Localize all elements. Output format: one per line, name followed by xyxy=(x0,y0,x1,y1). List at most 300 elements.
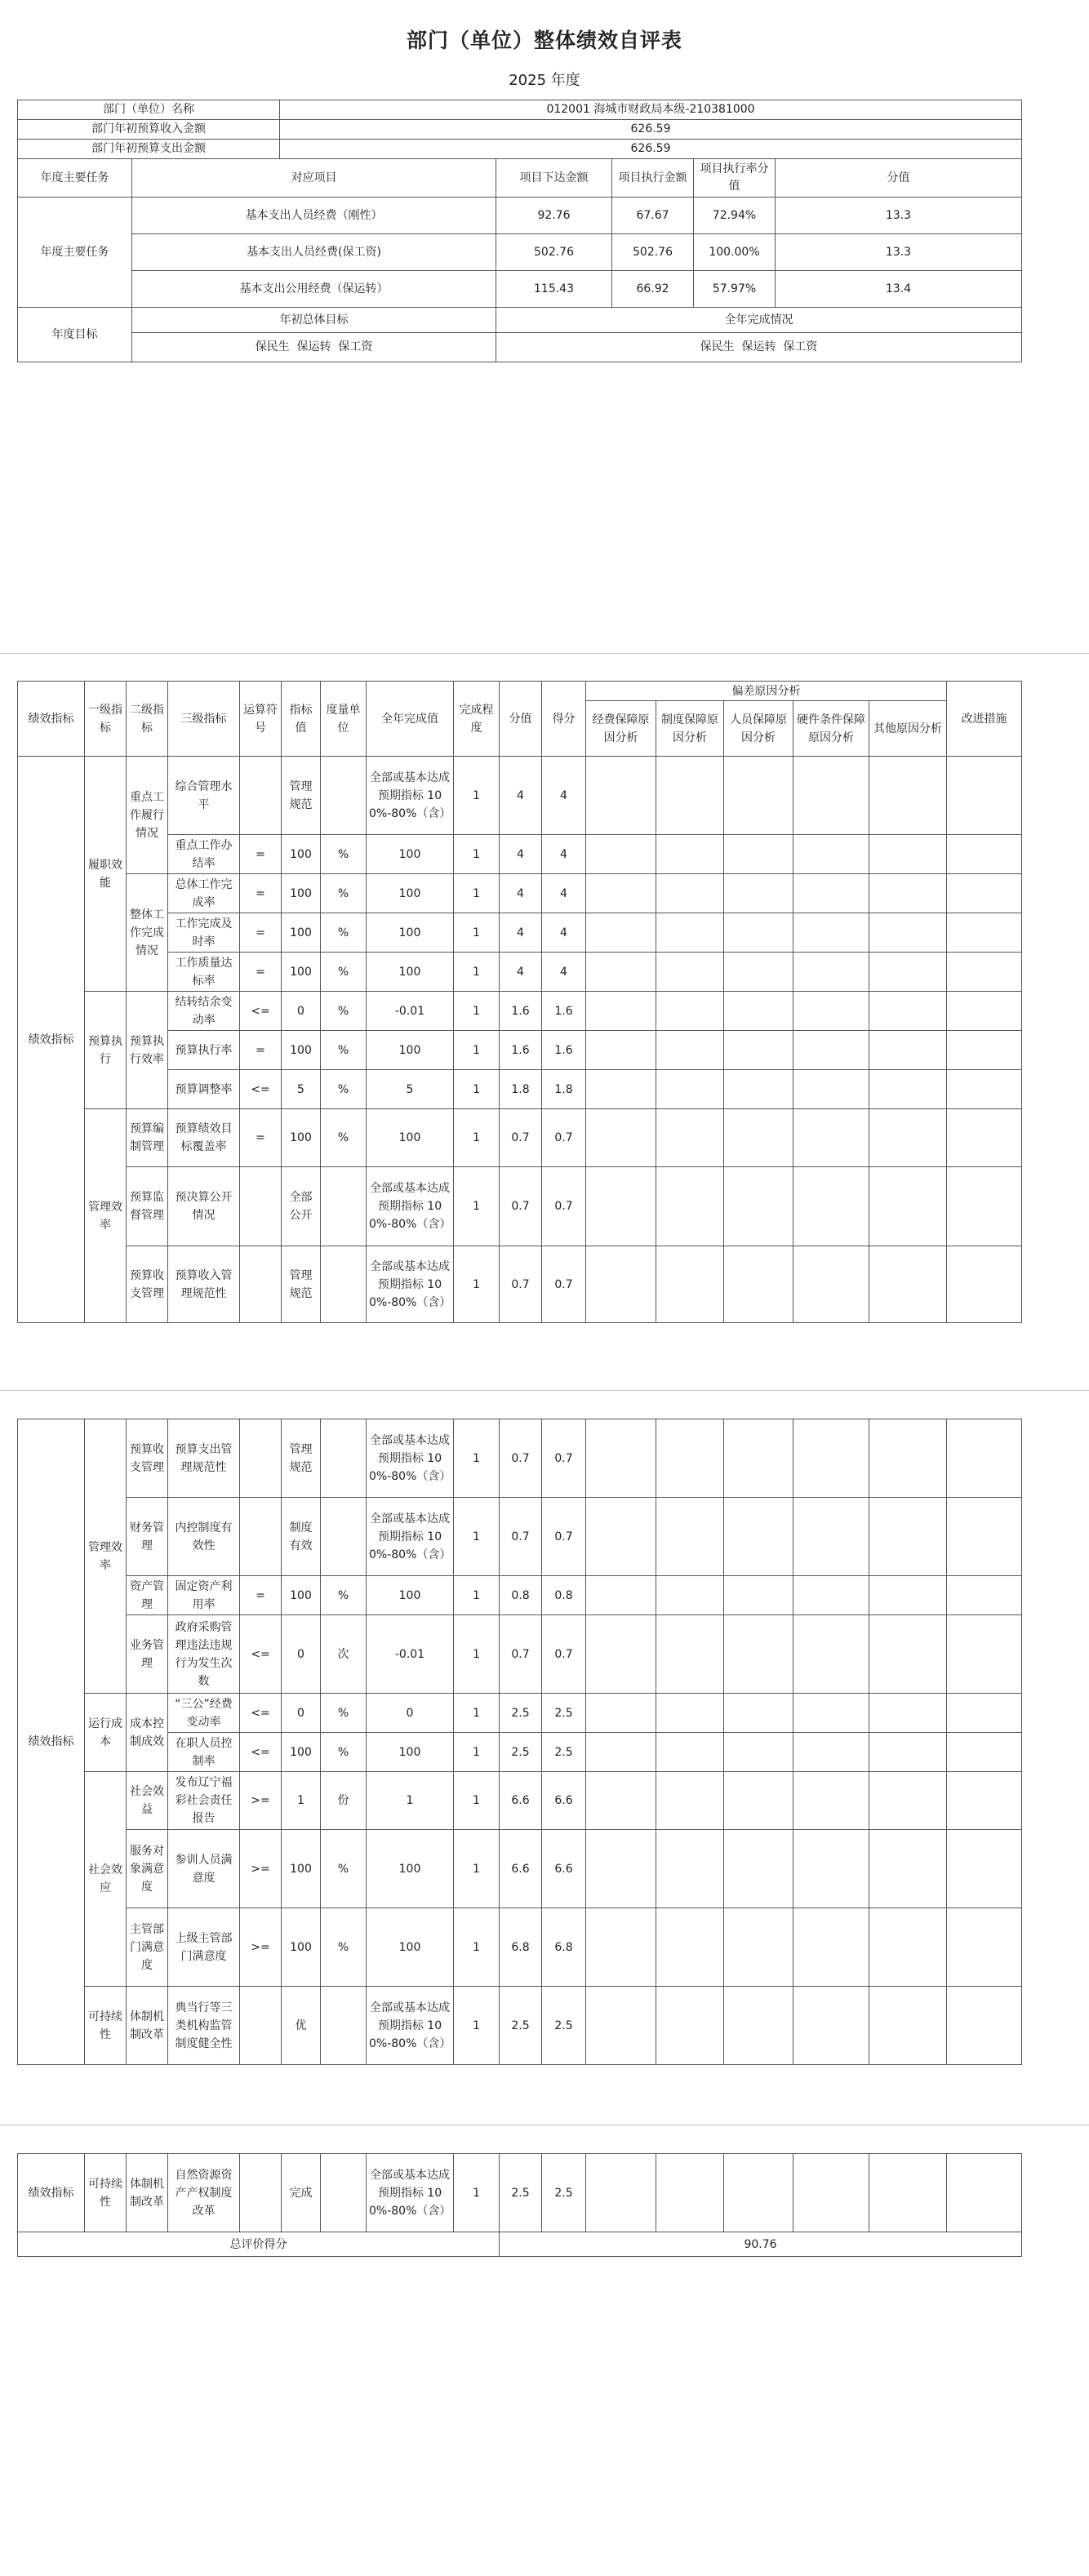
empty-cell xyxy=(869,992,947,1031)
degree-cell: 1 xyxy=(454,992,500,1031)
income-label: 部门年初预算收入金额 xyxy=(18,120,280,140)
task-executed: 66.92 xyxy=(612,271,694,308)
task-executed: 502.76 xyxy=(612,234,694,271)
task-name: 基本支出人员经费(保工资) xyxy=(132,234,496,271)
target-cell: 优 xyxy=(282,1987,321,2065)
empty-cell xyxy=(656,1070,724,1109)
empty-cell xyxy=(947,1070,1022,1109)
year-subtitle: 2025 年度 xyxy=(509,72,580,89)
perf-label: 绩效指标 xyxy=(18,757,85,1323)
got-cell: 0.7 xyxy=(542,1615,586,1694)
empty-cell xyxy=(586,1167,656,1246)
h-dev3: 人员保障原因分析 xyxy=(724,701,793,757)
score-cell: 2.5 xyxy=(500,2154,542,2232)
l3-cell: 重点工作办结率 xyxy=(168,835,240,874)
empty-cell xyxy=(947,1498,1022,1576)
task-amount: 92.76 xyxy=(496,198,612,234)
degree-cell: 1 xyxy=(454,1498,500,1576)
l2-cell: 整体工作完成情况 xyxy=(127,874,168,992)
got-cell: 0.8 xyxy=(542,1576,586,1615)
target-cell: 管理规范 xyxy=(282,757,321,835)
op-cell xyxy=(240,1419,282,1498)
empty-cell xyxy=(656,1694,724,1733)
l2-cell: 预算编制管理 xyxy=(127,1109,168,1167)
score-cell: 0.7 xyxy=(500,1167,542,1246)
empty-cell xyxy=(793,1167,869,1246)
degree-cell: 1 xyxy=(454,1419,500,1498)
unit-cell: % xyxy=(321,1908,367,1987)
actual-cell: 全部或基本达成预期指标 100%-80%（含） xyxy=(367,1167,454,1246)
l3-cell: 预算调整率 xyxy=(168,1070,240,1109)
got-cell: 0.7 xyxy=(542,1498,586,1576)
task-rate: 100.00% xyxy=(694,234,776,271)
score-cell: 0.7 xyxy=(500,1109,542,1167)
empty-cell xyxy=(947,1733,1022,1772)
empty-cell xyxy=(869,1733,947,1772)
op-cell: = xyxy=(240,1031,282,1070)
l1-cell: 预算执行 xyxy=(85,992,127,1109)
empty-cell xyxy=(869,1109,947,1167)
actual-cell: 100 xyxy=(367,835,454,874)
score-cell: 0.7 xyxy=(500,1419,542,1498)
task-score: 13.4 xyxy=(776,271,1022,308)
op-cell xyxy=(240,1987,282,2065)
target-cell: 1 xyxy=(282,1772,321,1830)
empty-cell xyxy=(869,1987,947,2065)
actual-cell: 100 xyxy=(367,953,454,992)
op-cell: <= xyxy=(240,1615,282,1694)
target-cell: 100 xyxy=(282,1576,321,1615)
score-cell: 4 xyxy=(500,757,542,835)
empty-cell xyxy=(586,1615,656,1694)
op-cell: >= xyxy=(240,1772,282,1830)
target-cell: 100 xyxy=(282,1830,321,1908)
l2-cell: 财务管理 xyxy=(127,1498,168,1576)
unit-cell: % xyxy=(321,874,367,913)
empty-cell xyxy=(947,1109,1022,1167)
unit-cell: % xyxy=(321,953,367,992)
target-cell: 全部公开 xyxy=(282,1167,321,1246)
l3-cell: 预算支出管理规范性 xyxy=(168,1419,240,1498)
task-rate: 72.94% xyxy=(694,198,776,234)
empty-cell xyxy=(724,953,793,992)
unit-cell: % xyxy=(321,1070,367,1109)
empty-cell xyxy=(724,1987,793,2065)
score-cell: 6.6 xyxy=(500,1830,542,1908)
score-cell: 6.6 xyxy=(500,1772,542,1830)
goal-initial-value: 保民生 保运转 保工资 xyxy=(132,333,496,362)
op-cell: <= xyxy=(240,1694,282,1733)
empty-cell xyxy=(586,1987,656,2065)
l3-cell: 内控制度有效性 xyxy=(168,1498,240,1576)
actual-cell: 全部或基本达成预期指标 100%-80%（含） xyxy=(367,1498,454,1576)
l3-cell: 工作质量达标率 xyxy=(168,953,240,992)
empty-cell xyxy=(586,1908,656,1987)
empty-cell xyxy=(947,1694,1022,1733)
degree-cell: 1 xyxy=(454,1109,500,1167)
empty-cell xyxy=(586,913,656,953)
l3-cell: 预算执行率 xyxy=(168,1031,240,1070)
unit-cell xyxy=(321,1498,367,1576)
actual-cell: -0.01 xyxy=(367,992,454,1031)
l2-cell: 社会效益 xyxy=(127,1772,168,1830)
h-dev5: 其他原因分析 xyxy=(869,701,947,757)
empty-cell xyxy=(869,757,947,835)
l3-cell: 结转结余变动率 xyxy=(168,992,240,1031)
score-cell: 1.8 xyxy=(500,1070,542,1109)
empty-cell xyxy=(724,757,793,835)
degree-cell: 1 xyxy=(454,1167,500,1246)
actual-cell: 0 xyxy=(367,1694,454,1733)
got-cell: 6.6 xyxy=(542,1772,586,1830)
h-dev1: 经费保障原因分析 xyxy=(586,701,656,757)
empty-cell xyxy=(793,1070,869,1109)
empty-cell xyxy=(793,1246,869,1323)
empty-cell xyxy=(586,1031,656,1070)
l3-cell: 参训人员满意度 xyxy=(168,1830,240,1908)
empty-cell xyxy=(869,1576,947,1615)
empty-cell xyxy=(947,1830,1022,1908)
empty-cell xyxy=(793,2154,869,2232)
expense-label: 部门年初预算支出金额 xyxy=(18,140,280,159)
empty-cell xyxy=(724,1419,793,1498)
empty-cell xyxy=(793,835,869,874)
degree-cell: 1 xyxy=(454,1070,500,1109)
unit-cell xyxy=(321,2154,367,2232)
l2-cell: 预算收支管理 xyxy=(127,1419,168,1498)
task-amount: 502.76 xyxy=(496,234,612,271)
got-cell: 2.5 xyxy=(542,1987,586,2065)
target-cell: 100 xyxy=(282,1031,321,1070)
empty-cell xyxy=(656,1419,724,1498)
score-cell: 6.8 xyxy=(500,1908,542,1987)
empty-cell xyxy=(586,1576,656,1615)
empty-cell xyxy=(586,1109,656,1167)
h-fix: 改进措施 xyxy=(947,682,1022,757)
empty-cell xyxy=(793,1576,869,1615)
empty-cell xyxy=(947,1987,1022,2065)
l2-cell: 资产管理 xyxy=(127,1576,168,1615)
unit-cell xyxy=(321,1167,367,1246)
empty-cell xyxy=(947,835,1022,874)
actual-cell: 全部或基本达成预期指标 100%-80%（含） xyxy=(367,1419,454,1498)
h-actual: 全年完成值 xyxy=(367,682,454,757)
target-cell: 5 xyxy=(282,1070,321,1109)
got-cell: 0.7 xyxy=(542,1109,586,1167)
task-label: 年度主要任务 xyxy=(18,198,132,308)
actual-cell: 100 xyxy=(367,874,454,913)
actual-cell: 100 xyxy=(367,1733,454,1772)
empty-cell xyxy=(869,1167,947,1246)
empty-cell xyxy=(724,1498,793,1576)
degree-cell: 1 xyxy=(454,1694,500,1733)
unit-cell: % xyxy=(321,835,367,874)
h-deviation: 偏差原因分析 xyxy=(586,682,947,701)
actual-cell: 1 xyxy=(367,1772,454,1830)
empty-cell xyxy=(724,1830,793,1908)
target-cell: 100 xyxy=(282,1733,321,1772)
actual-cell: 5 xyxy=(367,1070,454,1109)
unit-cell: % xyxy=(321,1576,367,1615)
actual-cell: 全部或基本达成预期指标 100%-80%（含） xyxy=(367,757,454,835)
empty-cell xyxy=(656,2154,724,2232)
empty-cell xyxy=(947,1167,1022,1246)
degree-cell: 1 xyxy=(454,1733,500,1772)
target-cell: 100 xyxy=(282,953,321,992)
empty-cell xyxy=(656,1167,724,1246)
score-cell: 0.8 xyxy=(500,1576,542,1615)
col-score: 分值 xyxy=(776,159,1022,198)
degree-cell: 1 xyxy=(454,1615,500,1694)
l2-cell: 重点工作履行情况 xyxy=(127,757,168,874)
got-cell: 6.6 xyxy=(542,1830,586,1908)
op-cell xyxy=(240,1167,282,1246)
empty-cell xyxy=(869,1615,947,1694)
score-cell: 1.6 xyxy=(500,1031,542,1070)
got-cell: 4 xyxy=(542,913,586,953)
target-cell: 0 xyxy=(282,1615,321,1694)
unit-cell xyxy=(321,757,367,835)
page-break-line xyxy=(0,653,1089,654)
l1-cell: 可持续性 xyxy=(85,1987,127,2065)
degree-cell: 1 xyxy=(454,1576,500,1615)
got-cell: 1.8 xyxy=(542,1070,586,1109)
degree-cell: 1 xyxy=(454,1246,500,1323)
l3-cell: 典当行等三类机构监管制度健全性 xyxy=(168,1987,240,2065)
empty-cell xyxy=(947,874,1022,913)
actual-cell: 100 xyxy=(367,1109,454,1167)
h-target: 指标值 xyxy=(282,682,321,757)
h-l2: 二级指标 xyxy=(127,682,168,757)
degree-cell: 1 xyxy=(454,1772,500,1830)
empty-cell xyxy=(656,1031,724,1070)
total-score-label: 总评价得分 xyxy=(18,2232,500,2257)
l3-cell: 固定资产利用率 xyxy=(168,1576,240,1615)
degree-cell: 1 xyxy=(454,913,500,953)
l1-cell: 可持续性 xyxy=(85,2154,127,2232)
op-cell: = xyxy=(240,913,282,953)
empty-cell xyxy=(793,1830,869,1908)
empty-cell xyxy=(869,2154,947,2232)
degree-cell: 1 xyxy=(454,874,500,913)
goal-complete-value: 保民生 保运转 保工资 xyxy=(496,333,1022,362)
got-cell: 6.8 xyxy=(542,1908,586,1987)
empty-cell xyxy=(586,1070,656,1109)
empty-cell xyxy=(724,835,793,874)
unit-name-value: 012001 海城市财政局本级-210381000 xyxy=(280,100,1022,120)
l3-cell: 自然资源资产产权制度改革 xyxy=(168,2154,240,2232)
empty-cell xyxy=(793,953,869,992)
empty-cell xyxy=(724,1576,793,1615)
h-degree: 完成程度 xyxy=(454,682,500,757)
degree-cell: 1 xyxy=(454,2154,500,2232)
l3-cell: 预算收入管理规范性 xyxy=(168,1246,240,1323)
task-header-label: 年度主要任务 xyxy=(18,159,132,198)
actual-cell: 全部或基本达成预期指标 100%-80%（含） xyxy=(367,1987,454,2065)
task-score: 13.3 xyxy=(776,198,1022,234)
empty-cell xyxy=(656,1576,724,1615)
l2-cell: 预算监督管理 xyxy=(127,1167,168,1246)
got-cell: 4 xyxy=(542,953,586,992)
got-cell: 2.5 xyxy=(542,1733,586,1772)
unit-cell xyxy=(321,1987,367,2065)
got-cell: 2.5 xyxy=(542,1694,586,1733)
unit-cell: % xyxy=(321,913,367,953)
l3-cell: 预决算公开情况 xyxy=(168,1167,240,1246)
got-cell: 4 xyxy=(542,874,586,913)
empty-cell xyxy=(656,1246,724,1323)
h-dev4: 硬件条件保障原因分析 xyxy=(793,701,869,757)
h-dev2: 制度保障原因分析 xyxy=(656,701,724,757)
target-cell: 100 xyxy=(282,913,321,953)
empty-cell xyxy=(656,1908,724,1987)
empty-cell xyxy=(656,913,724,953)
empty-cell xyxy=(724,992,793,1031)
page-title: 部门（单位）整体绩效自评表 xyxy=(406,29,682,52)
empty-cell xyxy=(586,874,656,913)
empty-cell xyxy=(869,1070,947,1109)
empty-cell xyxy=(656,874,724,913)
unit-cell xyxy=(321,1419,367,1498)
h-got: 得分 xyxy=(542,682,586,757)
unit-cell: % xyxy=(321,1733,367,1772)
target-cell: 100 xyxy=(282,1908,321,1987)
op-cell xyxy=(240,1498,282,1576)
empty-cell xyxy=(947,1615,1022,1694)
empty-cell xyxy=(869,1419,947,1498)
empty-cell xyxy=(724,1031,793,1070)
op-cell: >= xyxy=(240,1908,282,1987)
empty-cell xyxy=(793,1772,869,1830)
got-cell: 0.7 xyxy=(542,1167,586,1246)
goal-label: 年度目标 xyxy=(18,308,132,362)
got-cell: 0.7 xyxy=(542,1419,586,1498)
target-cell: 管理规范 xyxy=(282,1419,321,1498)
actual-cell: 100 xyxy=(367,1576,454,1615)
op-cell: <= xyxy=(240,1733,282,1772)
col-project: 对应项目 xyxy=(132,159,496,198)
empty-cell xyxy=(793,1419,869,1498)
empty-cell xyxy=(869,913,947,953)
score-cell: 2.5 xyxy=(500,1987,542,2065)
got-cell: 0.7 xyxy=(542,1246,586,1323)
income-value: 626.59 xyxy=(280,120,1022,140)
empty-cell xyxy=(724,1694,793,1733)
score-cell: 2.5 xyxy=(500,1694,542,1733)
empty-cell xyxy=(724,1615,793,1694)
score-cell: 0.7 xyxy=(500,1498,542,1576)
empty-cell xyxy=(656,992,724,1031)
l2-cell: 预算收支管理 xyxy=(127,1246,168,1323)
empty-cell xyxy=(724,1167,793,1246)
actual-cell: 100 xyxy=(367,1830,454,1908)
task-amount: 115.43 xyxy=(496,271,612,308)
l2-cell: 主管部门满意度 xyxy=(127,1908,168,1987)
goal-complete-label: 全年完成情况 xyxy=(496,308,1022,333)
l3-cell: 政府采购管理违法违规行为发生次数 xyxy=(168,1615,240,1694)
empty-cell xyxy=(793,1031,869,1070)
l2-cell: 业务管理 xyxy=(127,1615,168,1694)
summary-table xyxy=(17,100,1022,362)
empty-cell xyxy=(869,1498,947,1576)
empty-cell xyxy=(656,757,724,835)
empty-cell xyxy=(947,1419,1022,1498)
empty-cell xyxy=(586,1246,656,1323)
empty-cell xyxy=(656,1987,724,2065)
target-cell: 100 xyxy=(282,835,321,874)
empty-cell xyxy=(947,1908,1022,1987)
empty-cell xyxy=(724,1772,793,1830)
h-l3: 三级指标 xyxy=(168,682,240,757)
empty-cell xyxy=(947,2154,1022,2232)
empty-cell xyxy=(724,874,793,913)
indicator-table xyxy=(17,681,1022,1323)
empty-cell xyxy=(793,913,869,953)
empty-cell xyxy=(724,1733,793,1772)
target-cell: 管理规范 xyxy=(282,1246,321,1323)
empty-cell xyxy=(793,874,869,913)
empty-cell xyxy=(656,1733,724,1772)
empty-cell xyxy=(869,1694,947,1733)
unit-cell: % xyxy=(321,1109,367,1167)
empty-cell xyxy=(586,835,656,874)
degree-cell: 1 xyxy=(454,1908,500,1987)
empty-cell xyxy=(656,835,724,874)
l1-cell: 履职效能 xyxy=(85,757,127,992)
op-cell: = xyxy=(240,835,282,874)
unit-cell: % xyxy=(321,1694,367,1733)
empty-cell xyxy=(656,1109,724,1167)
l1-cell: 运行成本 xyxy=(85,1694,127,1772)
empty-cell xyxy=(586,992,656,1031)
empty-cell xyxy=(724,1109,793,1167)
empty-cell xyxy=(793,1908,869,1987)
score-cell: 0.7 xyxy=(500,1615,542,1694)
task-rate: 57.97% xyxy=(694,271,776,308)
empty-cell xyxy=(724,2154,793,2232)
empty-cell xyxy=(586,1419,656,1498)
empty-cell xyxy=(947,757,1022,835)
empty-cell xyxy=(869,1772,947,1830)
unit-name-label: 部门（单位）名称 xyxy=(18,100,280,120)
empty-cell xyxy=(586,1498,656,1576)
empty-cell xyxy=(869,1031,947,1070)
l3-cell: “三公”经费变动率 xyxy=(168,1694,240,1733)
target-cell: 100 xyxy=(282,874,321,913)
l3-cell: 发布辽宁福彩社会责任报告 xyxy=(168,1772,240,1830)
op-cell: = xyxy=(240,1576,282,1615)
op-cell: <= xyxy=(240,1070,282,1109)
empty-cell xyxy=(869,874,947,913)
task-name: 基本支出人员经费（刚性） xyxy=(132,198,496,234)
empty-cell xyxy=(793,992,869,1031)
target-cell: 完成 xyxy=(282,2154,321,2232)
actual-cell: 全部或基本达成预期指标 100%-80%（含） xyxy=(367,2154,454,2232)
score-cell: 1.6 xyxy=(500,992,542,1031)
empty-cell xyxy=(869,953,947,992)
got-cell: 1.6 xyxy=(542,1031,586,1070)
empty-cell xyxy=(656,1615,724,1694)
l3-cell: 在职人员控制率 xyxy=(168,1733,240,1772)
empty-cell xyxy=(586,953,656,992)
empty-cell xyxy=(947,1031,1022,1070)
col-rate: 项目执行率分值 xyxy=(694,159,776,198)
score-cell: 4 xyxy=(500,835,542,874)
expense-value: 626.59 xyxy=(280,140,1022,159)
empty-cell xyxy=(724,1070,793,1109)
empty-cell xyxy=(947,992,1022,1031)
col-amount: 项目下达金额 xyxy=(496,159,612,198)
